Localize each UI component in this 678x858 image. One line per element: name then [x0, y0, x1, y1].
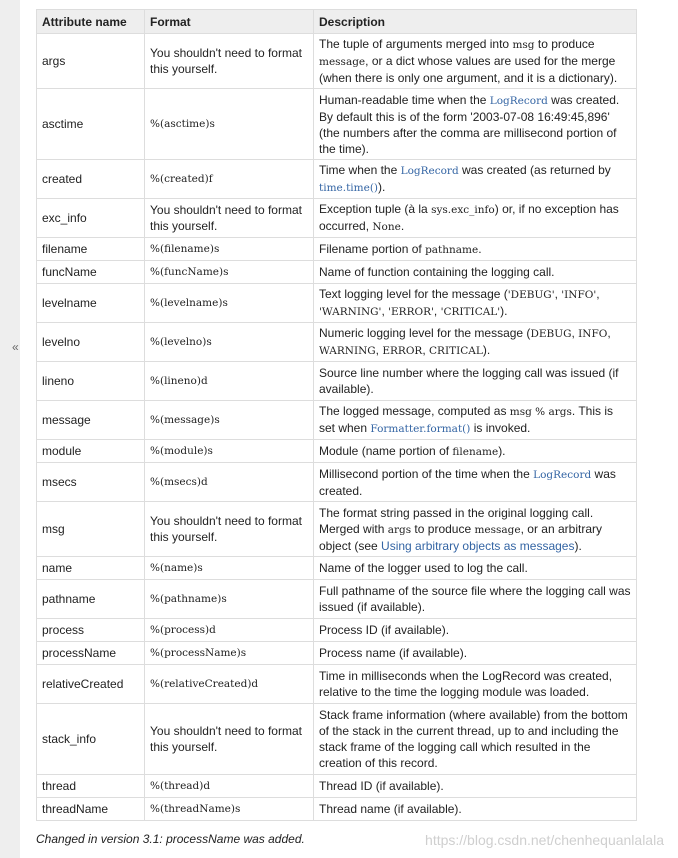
description-text: ). — [500, 304, 508, 318]
table-row — [37, 34, 637, 89]
attribute-name-cell: funcName — [37, 261, 145, 284]
table-row — [37, 502, 637, 557]
table-row — [37, 798, 637, 821]
table-row — [37, 362, 637, 401]
description-text: Time in milliseconds when the LogRecord was created, relative to the time the logging module was loaded. — [319, 669, 613, 699]
inline-code: WARNING — [319, 345, 376, 357]
code-reference-link[interactable]: Formatter.format() — [370, 423, 471, 435]
table-row — [37, 580, 637, 619]
table-row — [37, 619, 637, 642]
header-format: Format — [145, 10, 314, 34]
description-cell — [314, 34, 637, 89]
description-cell — [314, 557, 637, 580]
description-cell — [314, 160, 637, 199]
doc-content — [36, 9, 636, 846]
description-cell — [314, 440, 637, 463]
description-text: Time when the — [319, 163, 401, 177]
format-cell: You shouldn't need to format this yourself. — [145, 502, 314, 557]
code-reference-link[interactable]: LogRecord — [533, 468, 592, 481]
description-cell — [314, 798, 637, 821]
inline-code: INFO — [578, 328, 608, 340]
attribute-name-cell: msg — [37, 502, 145, 557]
format-cell: You shouldn't need to format this yourself. — [145, 704, 314, 775]
header-description: Description — [314, 10, 637, 34]
inline-code: msg % args — [509, 406, 572, 418]
attribute-name-cell: msecs — [37, 463, 145, 502]
inline-code: sys.exc_info — [431, 204, 495, 216]
inline-code: CRITICAL — [429, 345, 483, 357]
table-row — [37, 557, 637, 580]
table-row — [37, 238, 637, 261]
description-text: Thread ID (if available). — [319, 779, 444, 793]
attribute-name-cell: exc_info — [37, 199, 145, 238]
description-cell — [314, 238, 637, 261]
description-text: Source line number where the logging call was issued (if available). — [319, 366, 619, 396]
description-cell — [314, 362, 637, 401]
sidebar-strip — [0, 0, 20, 858]
attribute-name-cell: thread — [37, 775, 145, 798]
description-cell — [314, 284, 637, 323]
description-text: Stack frame information (where available) from the bottom of the stack in the current thread, up to and including the stack frame of the logging call which resulted in the creation of this record. — [319, 708, 628, 770]
format-cell: %(levelno)s — [145, 323, 314, 362]
description-text: Module (name portion of — [319, 443, 453, 458]
description-text: , — [433, 304, 441, 318]
table-row — [37, 199, 637, 238]
description-text: Full pathname of the source file where the logging call was issued (if available). — [319, 584, 631, 614]
description-text: Name of the logger used to log the call. — [319, 561, 528, 575]
description-cell — [314, 704, 637, 775]
table-row — [37, 463, 637, 502]
inline-code: msg — [512, 39, 535, 51]
description-text: , — [571, 326, 579, 340]
inline-code: None — [372, 221, 401, 233]
attribute-name-cell: levelno — [37, 323, 145, 362]
format-cell: %(thread)d — [145, 775, 314, 798]
code-reference-link[interactable]: LogRecord — [489, 94, 548, 107]
table-row — [37, 665, 637, 704]
description-text: was created. — [319, 466, 616, 498]
description-text: Process name (if available). — [319, 646, 468, 660]
description-text: Process ID (if available). — [319, 623, 450, 637]
attribute-name-cell: lineno — [37, 362, 145, 401]
inline-code: message — [474, 523, 521, 536]
format-cell: %(pathname)s — [145, 580, 314, 619]
inline-code: ERROR — [382, 345, 423, 357]
format-cell: %(threadName)s — [145, 798, 314, 821]
sidebar-collapse-button[interactable]: « — [12, 340, 19, 354]
description-text: ) or, if no exception has occurred, — [319, 202, 619, 233]
format-cell: %(levelname)s — [145, 284, 314, 323]
doc-link[interactable]: Using arbitrary objects as messages — [381, 538, 575, 553]
format-cell: %(lineno)d — [145, 362, 314, 401]
description-cell — [314, 665, 637, 704]
inline-code: message — [319, 56, 366, 68]
table-body — [37, 34, 637, 821]
table-header-row — [37, 10, 637, 34]
description-text: The logged message, computed as — [319, 404, 510, 418]
attribute-name-cell: args — [37, 34, 145, 89]
attribute-name-cell: created — [37, 160, 145, 199]
description-cell — [314, 580, 637, 619]
inline-code: 'CRITICAL' — [440, 306, 501, 318]
description-cell — [314, 502, 637, 557]
attribute-name-cell: message — [37, 401, 145, 440]
format-cell: %(module)s — [145, 440, 314, 463]
table-row — [37, 440, 637, 463]
attribute-name-cell: module — [37, 440, 145, 463]
format-cell: %(processName)s — [145, 642, 314, 665]
description-text: Filename portion of — [319, 241, 426, 256]
table-row — [37, 261, 637, 284]
description-text: Numeric logging level for the message ( — [319, 326, 531, 340]
code-reference-link[interactable]: time.time() — [319, 182, 379, 194]
format-cell: %(funcName)s — [145, 261, 314, 284]
description-cell — [314, 261, 637, 284]
description-text: ). — [378, 180, 386, 194]
inline-code: pathname — [425, 243, 479, 256]
attribute-name-cell: levelname — [37, 284, 145, 323]
format-cell: %(message)s — [145, 401, 314, 440]
description-text: , — [375, 343, 383, 357]
description-text: Millisecond portion of the time when the — [319, 466, 534, 481]
inline-code: 'WARNING' — [319, 306, 382, 318]
description-text: ). — [482, 343, 491, 357]
format-cell: You shouldn't need to format this yourself. — [145, 199, 314, 238]
description-cell — [314, 401, 637, 440]
description-text: was created (as returned by — [458, 163, 611, 177]
table-row — [37, 160, 637, 199]
description-text: Thread name (if available). — [319, 802, 462, 816]
format-cell: You shouldn't need to format this yourself. — [145, 34, 314, 89]
description-text: , — [607, 326, 611, 340]
attribute-name-cell: pathname — [37, 580, 145, 619]
description-text: , or a dict whose values are used for the merge (when there is only one argument, and it is a dictionary). — [319, 54, 618, 85]
description-cell — [314, 642, 637, 665]
description-text: , — [554, 287, 562, 301]
description-text: . This is set when — [319, 404, 614, 435]
watermark: https://blog.csdn.net/chenhequanlalala — [425, 832, 664, 848]
format-cell: %(name)s — [145, 557, 314, 580]
description-text: The tuple of arguments merged into — [319, 37, 513, 51]
description-text: was created. By default this is of the form '2003-07-08 16:49:45,896' (the numbers after the comma are millisecond portion of the time). — [319, 92, 620, 156]
header-attribute-name: Attribute name — [37, 10, 145, 34]
attribute-name-cell: asctime — [37, 89, 145, 160]
description-cell — [314, 89, 637, 160]
attribute-name-cell: processName — [37, 642, 145, 665]
description-cell — [314, 619, 637, 642]
version-changed-label: Changed in version 3.1: — [36, 832, 163, 846]
description-text: ). — [498, 443, 506, 458]
description-cell — [314, 463, 637, 502]
attribute-name-cell: stack_info — [37, 704, 145, 775]
description-cell — [314, 775, 637, 798]
table-row — [37, 89, 637, 160]
description-text: to produce — [411, 521, 475, 536]
description-text: The format string passed in the original logging call. Merged with — [319, 505, 594, 536]
description-text: to produce — [534, 37, 595, 51]
inline-code: 'INFO' — [561, 289, 597, 301]
description-text: Name of function containing the logging call. — [319, 265, 555, 279]
table-row — [37, 704, 637, 775]
description-text: , — [381, 304, 389, 318]
attribute-name-cell: relativeCreated — [37, 665, 145, 704]
description-text: Human-readable time when the — [319, 92, 490, 107]
attribute-name-cell: filename — [37, 238, 145, 261]
description-text: . — [400, 219, 405, 233]
inline-code: DEBUG — [530, 328, 572, 340]
description-cell — [314, 323, 637, 362]
format-cell: %(asctime)s — [145, 89, 314, 160]
format-cell: %(process)d — [145, 619, 314, 642]
description-text: , — [596, 287, 600, 301]
attribute-name-cell: name — [37, 557, 145, 580]
inline-code: args — [387, 523, 412, 536]
description-cell — [314, 199, 637, 238]
inline-code: filename — [452, 445, 499, 458]
attribute-name-cell: threadName — [37, 798, 145, 821]
code-reference-link[interactable]: LogRecord — [400, 165, 459, 177]
description-text: is invoked. — [470, 421, 531, 435]
description-text: , or an arbitrary object (see — [319, 521, 602, 553]
format-cell: %(relativeCreated)d — [145, 665, 314, 704]
format-cell: %(created)f — [145, 160, 314, 199]
description-text: Exception tuple (à la — [319, 202, 432, 216]
version-changed-text: processName was added. — [162, 832, 305, 846]
table-row — [37, 323, 637, 362]
format-cell: %(msecs)d — [145, 463, 314, 502]
attribute-name-cell: process — [37, 619, 145, 642]
description-text: ). — [574, 538, 582, 553]
table-row — [37, 401, 637, 440]
table-row — [37, 642, 637, 665]
description-text: Text logging level for the message ( — [319, 287, 508, 301]
format-cell: %(filename)s — [145, 238, 314, 261]
log-record-attributes-table — [36, 9, 637, 821]
table-row — [37, 284, 637, 323]
description-text: . — [478, 241, 482, 256]
description-text: , — [422, 343, 430, 357]
inline-code: 'ERROR' — [388, 306, 434, 318]
inline-code: 'DEBUG' — [507, 289, 555, 301]
table-row — [37, 775, 637, 798]
